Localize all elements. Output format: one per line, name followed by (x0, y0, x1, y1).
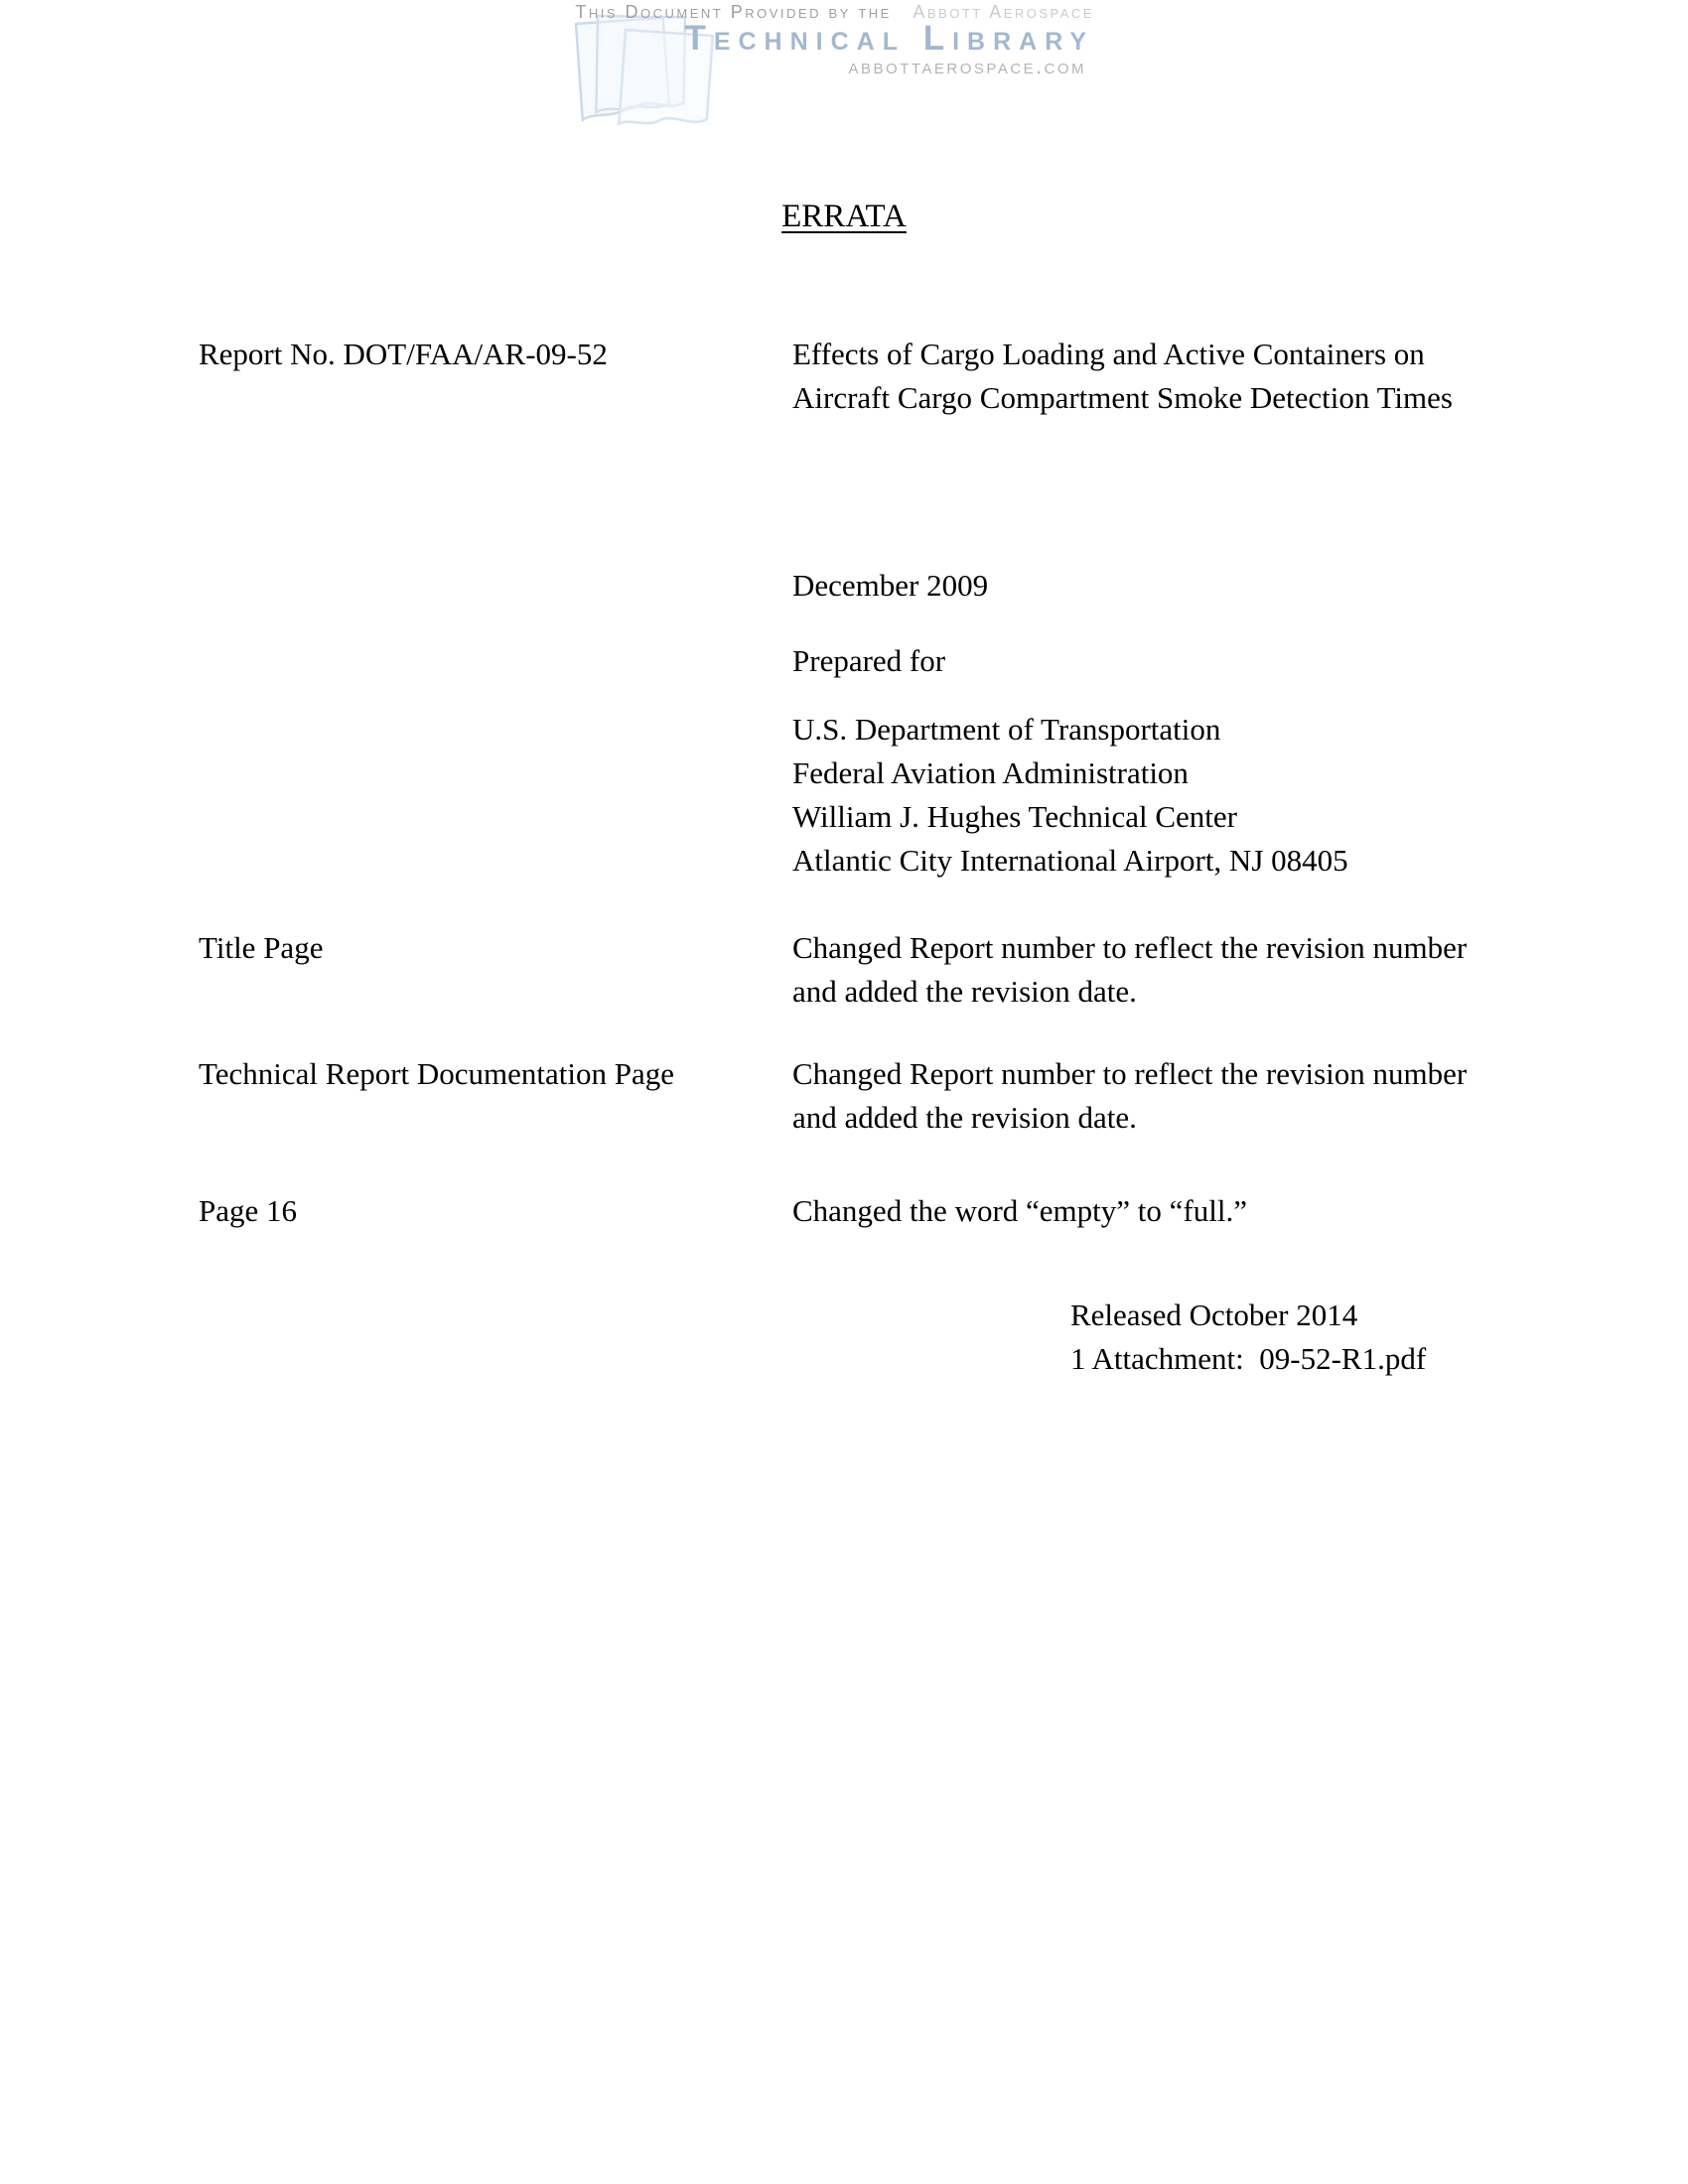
agency-line-1: U.S. Department of Transportation (792, 712, 1221, 747)
agency-line-4: Atlantic City International Airport, NJ 08405 (792, 843, 1348, 878)
page-title: ERRATA (781, 199, 907, 234)
change-location: Technical Report Documentation Page (199, 1056, 675, 1091)
released-date-text: Released October 2014 (1070, 1297, 1358, 1332)
change-description: Changed Report number to reflect the revision number and added the revision date. (792, 930, 1468, 1009)
change-description: Changed the word “empty” to “full.” (792, 1193, 1247, 1228)
report-number-label: Report No. DOT/FAA/AR-09-52 (199, 337, 608, 371)
header-watermark (0, 2, 1094, 79)
report-date: December 2009 (792, 568, 989, 603)
agency-line-2: Federal Aviation Administration (792, 755, 1189, 790)
change-location: Title Page (199, 930, 324, 965)
report-title-text: Effects of Cargo Loading and Active Containers on Aircraft Cargo Compartment Smoke Detection Times (792, 337, 1453, 415)
provided-by-text: This Document Provided by the (575, 2, 892, 22)
change-description: Changed Report number to reflect the revision number and added the revision date. (792, 1056, 1468, 1135)
agency-address-block (792, 708, 1497, 883)
change-location: Page 16 (199, 1193, 298, 1228)
brand-name-text: Abbott Aerospace (913, 2, 1094, 22)
release-info-block (1070, 1294, 1626, 1381)
prepared-for-label: Prepared for (792, 643, 946, 678)
agency-line-3: William J. Hughes Technical Center (792, 799, 1237, 834)
attachment-text: 1 Attachment: 09-52-R1.pdf (1070, 1341, 1427, 1376)
technical-library-title: Technical Library (684, 19, 1094, 58)
website-text: abbottaerospace.com (848, 56, 1086, 78)
